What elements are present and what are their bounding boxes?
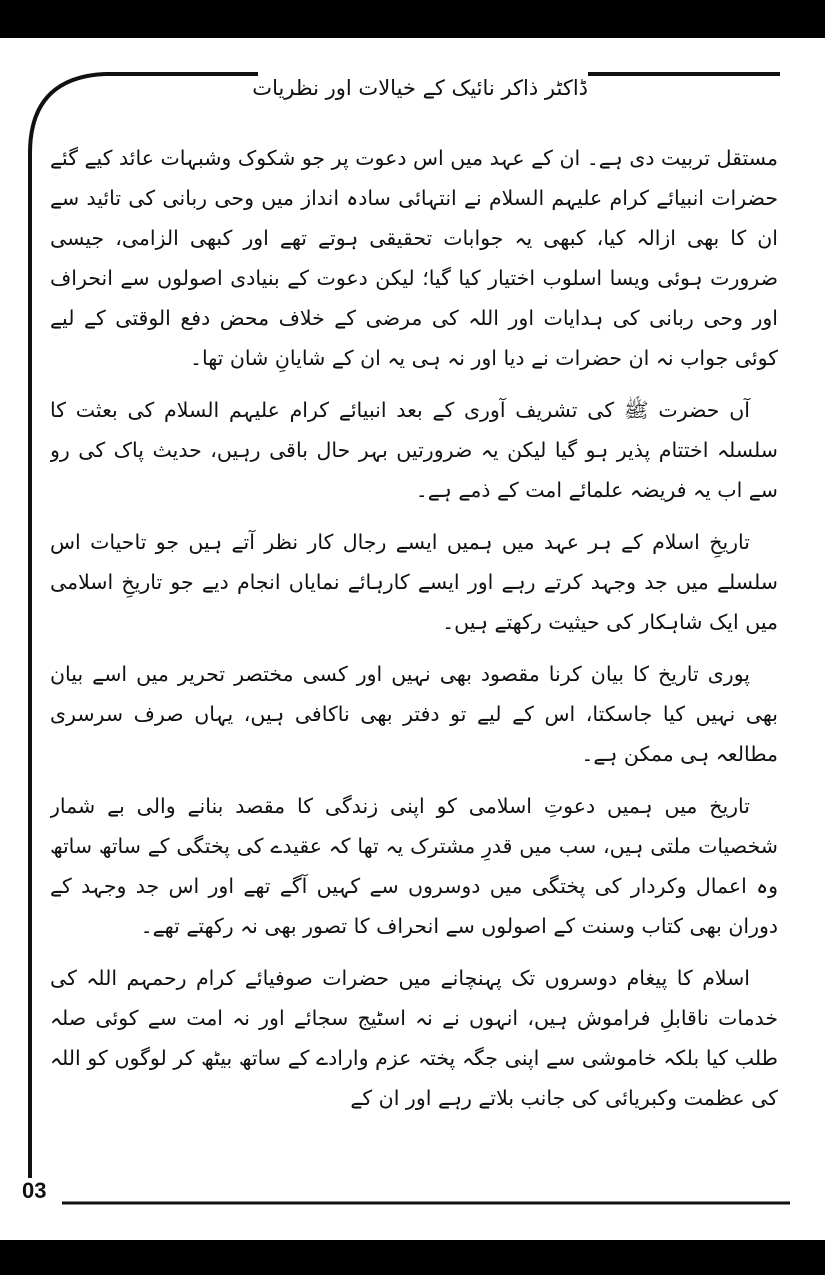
page-number: 03 (22, 1178, 50, 1204)
paragraph-3: تاریخِ اسلام کے ہر عہد میں ہمیں ایسے رجال کار نظر آتے ہیں جو تاحیات اس سلسلے میں جد وجہد کرتے رہے اور ایسے کارہائے نمایاں انجام دیے جو تاریخِ اسلامی میں ایک شاہکار کی حیثیت رکھتے ہیں۔ (50, 530, 778, 634)
paragraph-6: اسلام کا پیغام دوسروں تک پہنچانے میں حضرات صوفیائے کرام رحمہم اللہ کی خدمات ناقابلِ فراموش ہیں، انہوں نے نہ اسٹیج سجائے اور نہ امت سے کوئی صلہ طلب کیا بلکہ خاموشی سے اپنی جگہ پختہ عزم وارادے کے ساتھ بیٹھ کر لوگوں کو اللہ کی عظمت وکبریائی کی جانب بلاتے رہے اور ان کے (50, 966, 778, 1110)
running-header-title: ڈاکٹر ذاکر نائیک کے خیالات اور نظریات (258, 66, 588, 110)
paragraph-2: آں حضرت ﷺ کی تشریف آوری کے بعد انبیائے کرام علیہم السلام کی بعثت کا سلسلہ اختتام پذیر ہو گیا لیکن یہ ضرورتیں بہر حال باقی رہیں، حدیث پاک کی رو سے اب یہ فریضہ علمائے امت کے ذمے ہے۔ (50, 398, 778, 502)
page-body (50, 138, 778, 1183)
book-page (0, 38, 825, 1240)
paragraph-1: مستقل تربیت دی ہے۔ ان کے عہد میں اس دعوت پر جو شکوک وشبہات عائد کیے گئے حضرات انبیائے کرام علیہم السلام نے انتہائی سادہ انداز میں وحی ربانی کی تائید سے ان کا بھی ازالہ کیا، کبھی یہ جوابات تحقیقی ہوتے تھے اور کبھی الزامی، جیسی ضرورت ہوئی ویسا اسلوب اختیار کیا گیا؛ لیکن دعوت کے بنیادی اصولوں سے انحراف اور وحی ربانی کی ہدایات اور اللہ کی مرضی کے خلاف محض دفع الوقتی کے لیے کوئی جواب نہ ان حضرات نے دیا اور نہ ہی یہ ان کے شایانِ شان تھا۔ (50, 146, 778, 370)
paragraph-4: پوری تاریخ کا بیان کرنا مقصود بھی نہیں اور کسی مختصر تحریر میں اسے بیان بھی نہیں کیا جاسکتا، اس کے لیے تو دفتر بھی ناکافی ہیں، یہاں صرف سرسری مطالعہ ہی ممکن ہے۔ (50, 662, 778, 766)
paragraph-5: تاریخ میں ہمیں دعوتِ اسلامی کو اپنی زندگی کا مقصد بنانے والی بے شمار شخصیات ملتی ہیں، سب میں قدرِ مشترک یہ تھا کہ عقیدے کی پختگی کے ساتھ ساتھ وہ اعمال وکردار کی پختگی میں دوسروں سے کہیں آگے تھے اور اس جد وجہد کے دوران بھی کتاب وسنت کے اصولوں سے انحراف کا تصور بھی نہ رکھتے تھے۔ (50, 794, 778, 938)
